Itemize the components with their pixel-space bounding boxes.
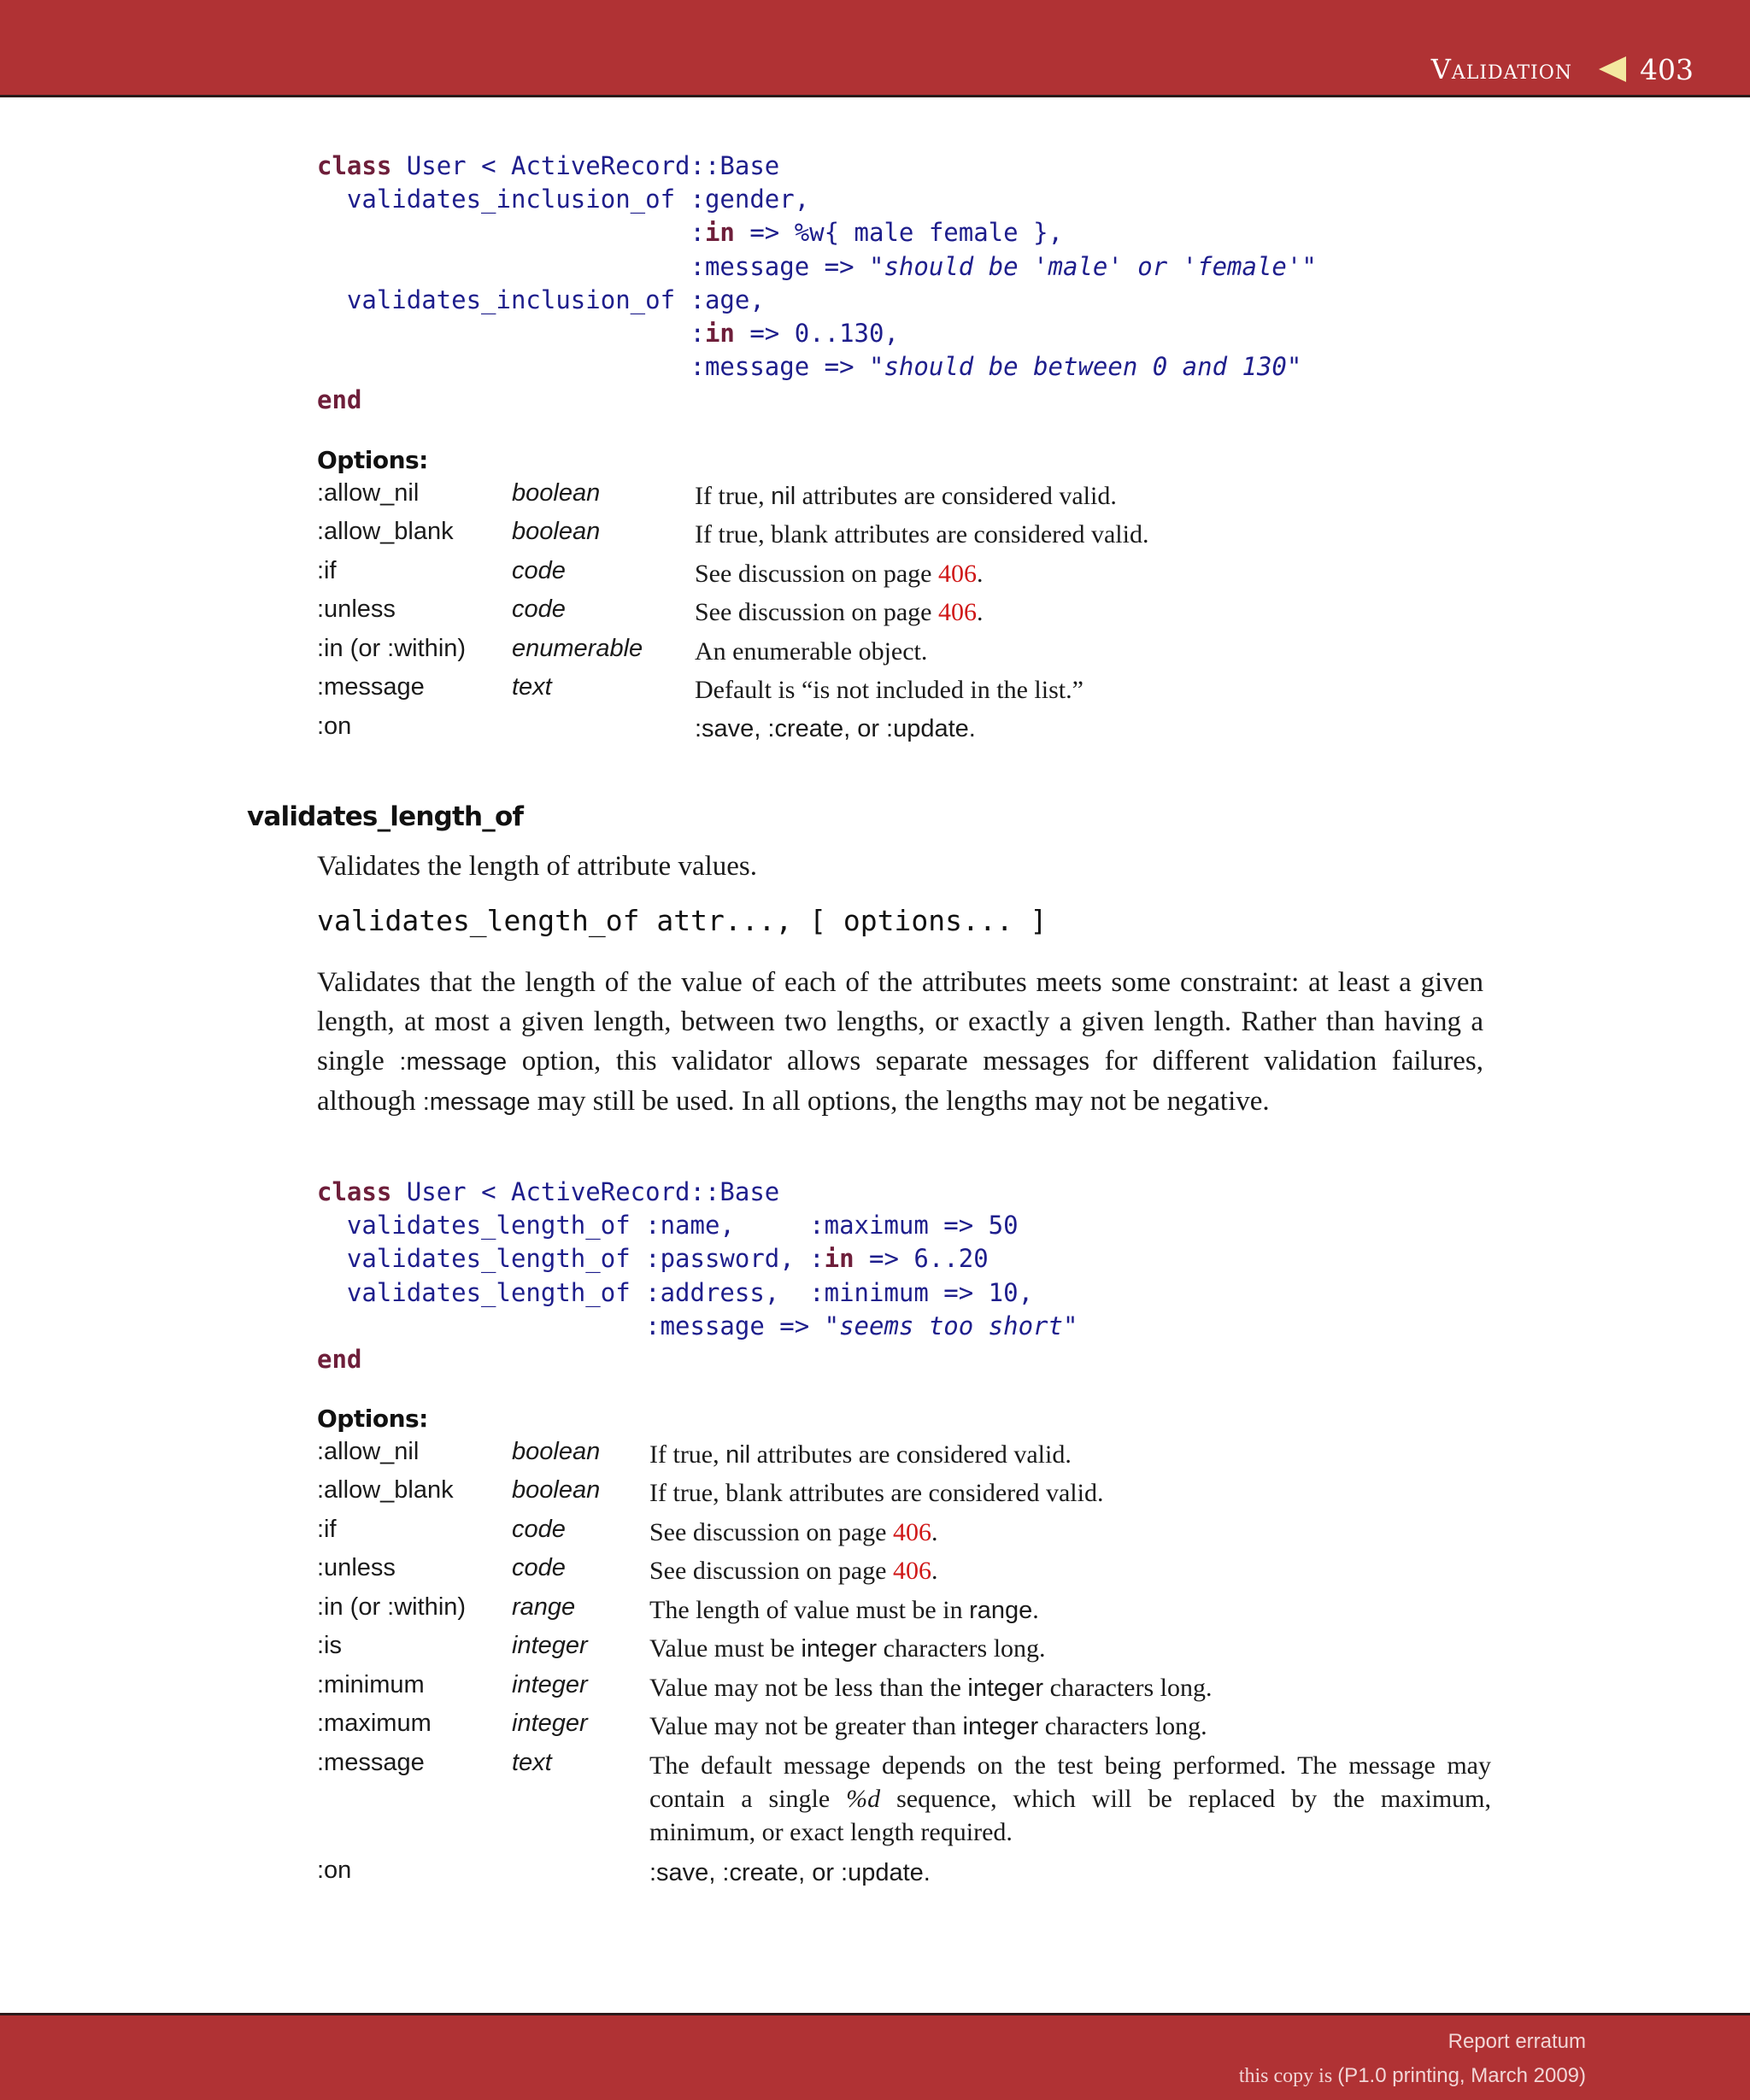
- option-description: See discussion on page 406.: [695, 598, 984, 626]
- option-name: :if: [317, 1516, 337, 1543]
- section-summary: Validates the length of attribute values.: [317, 851, 758, 882]
- option-description: Value must be integer characters long.: [649, 1634, 1046, 1663]
- option-type: range: [512, 1593, 576, 1621]
- options-heading: Options:: [317, 1405, 428, 1433]
- option-description: See discussion on page 406.: [649, 1557, 938, 1585]
- code-line: end: [317, 385, 362, 415]
- code-line: validates_length_of :address, :minimum => 10,: [317, 1277, 1034, 1307]
- page-header: [0, 0, 1750, 97]
- code-line: validates_length_of :password, :in => 6..20: [317, 1244, 989, 1274]
- option-name: :on: [317, 713, 352, 740]
- option-name: :message: [317, 673, 425, 701]
- option-description: See discussion on page 406.: [649, 1518, 938, 1546]
- option-type: code: [512, 1554, 566, 1581]
- option-name: :allow_blank: [317, 1476, 454, 1504]
- option-description: Value may not be greater than integer characters long.: [649, 1712, 1207, 1740]
- option-name: :message: [317, 1749, 425, 1776]
- option-description: An enumerable object.: [695, 637, 928, 666]
- report-erratum-link[interactable]: Report erratum: [1448, 2030, 1586, 2053]
- page-number: 403: [1640, 53, 1694, 86]
- option-name: :in (or :within): [317, 1593, 467, 1621]
- option-type: integer: [512, 1671, 588, 1698]
- page-link[interactable]: 406: [937, 598, 977, 626]
- option-description: If true, nil attributes are considered valid.: [649, 1440, 1072, 1469]
- page-link[interactable]: 406: [937, 560, 977, 588]
- page-footer: [0, 2013, 1750, 2100]
- option-name: :on: [317, 1857, 352, 1884]
- option-name: :allow_nil: [317, 479, 420, 507]
- code-block-inclusion: [317, 150, 1317, 418]
- code-line: :message => "should be between 0 and 130": [317, 352, 1302, 382]
- option-type: boolean: [512, 1438, 601, 1465]
- option-name: :unless: [317, 1554, 396, 1581]
- running-title: Validation: [1430, 53, 1572, 85]
- option-description: The length of value must be in range.: [649, 1596, 1039, 1624]
- option-name: :unless: [317, 595, 396, 623]
- option-name: :is: [317, 1632, 342, 1659]
- option-type: code: [512, 557, 566, 584]
- option-type: boolean: [512, 479, 601, 507]
- option-name: :minimum: [317, 1671, 425, 1698]
- option-description: If true, blank attributes are considered valid.: [695, 520, 1149, 548]
- code-line: :message => "should be 'male' or 'female'": [317, 251, 1317, 281]
- section-heading: validates_length_of: [247, 801, 524, 832]
- code-line: class User < ActiveRecord::Base: [317, 151, 780, 180]
- previous-page-arrow-icon[interactable]: [1599, 56, 1626, 82]
- code-line: validates_length_of :name, :maximum => 50: [317, 1211, 1019, 1241]
- option-name: :maximum: [317, 1710, 432, 1737]
- code-line: validates_inclusion_of :age,: [317, 284, 765, 314]
- method-signature: validates_length_of attr..., [ options... ]: [317, 904, 1048, 937]
- page-link[interactable]: 406: [892, 1518, 931, 1546]
- option-description: See discussion on page 406.: [695, 560, 984, 588]
- option-description: :save, :create, or :update.: [649, 1859, 931, 1886]
- code-block-length: [317, 1176, 1078, 1376]
- option-description: The default message depends on the test being performed. The message may contain a single %d sequence, which will be replaced by the maximum, minimum, or exact length required.: [649, 1751, 1491, 1846]
- option-description: Value may not be less than the integer characters long.: [649, 1674, 1213, 1702]
- option-name: :if: [317, 557, 337, 584]
- page-link[interactable]: 406: [892, 1557, 931, 1585]
- code-line: :message => "seems too short": [317, 1311, 1078, 1340]
- option-type: enumerable: [512, 635, 643, 662]
- options-heading: Options:: [317, 446, 428, 474]
- option-name: :allow_blank: [317, 518, 454, 545]
- option-type: text: [512, 673, 552, 701]
- option-description: :save, :create, or :update.: [695, 715, 976, 742]
- option-type: text: [512, 1749, 552, 1776]
- option-name: :allow_nil: [317, 1438, 420, 1465]
- option-type: code: [512, 595, 566, 623]
- option-type: integer: [512, 1632, 588, 1659]
- option-name: :in (or :within): [317, 635, 467, 662]
- code-line: :in => 0..130,: [317, 319, 899, 349]
- copy-info: this copy is (P1.0 printing, March 2009): [1238, 2064, 1586, 2087]
- option-type: code: [512, 1516, 566, 1543]
- option-description: Default is “is not included in the list.”: [695, 676, 1083, 704]
- code-line: :in => %w{ male female },: [317, 218, 1063, 248]
- code-line: end: [317, 1345, 362, 1375]
- option-description: If true, nil attributes are considered valid.: [695, 482, 1117, 510]
- option-type: boolean: [512, 518, 601, 545]
- code-line: class User < ActiveRecord::Base: [317, 1177, 780, 1206]
- option-type: boolean: [512, 1476, 601, 1504]
- option-type: integer: [512, 1710, 588, 1737]
- section-description: Validates that the length of the value of each of the attributes meets some constraint: at least a given length, at most a given length, between two lengths, or exactly a given length. Rather than having a single :message option, this validator allows separate messages for different validation failures, although :message may still be used. In all options, the lengths may not be negative.: [317, 967, 1483, 1117]
- code-line: validates_inclusion_of :gender,: [317, 185, 810, 214]
- option-description: If true, blank attributes are considered valid.: [649, 1479, 1104, 1507]
